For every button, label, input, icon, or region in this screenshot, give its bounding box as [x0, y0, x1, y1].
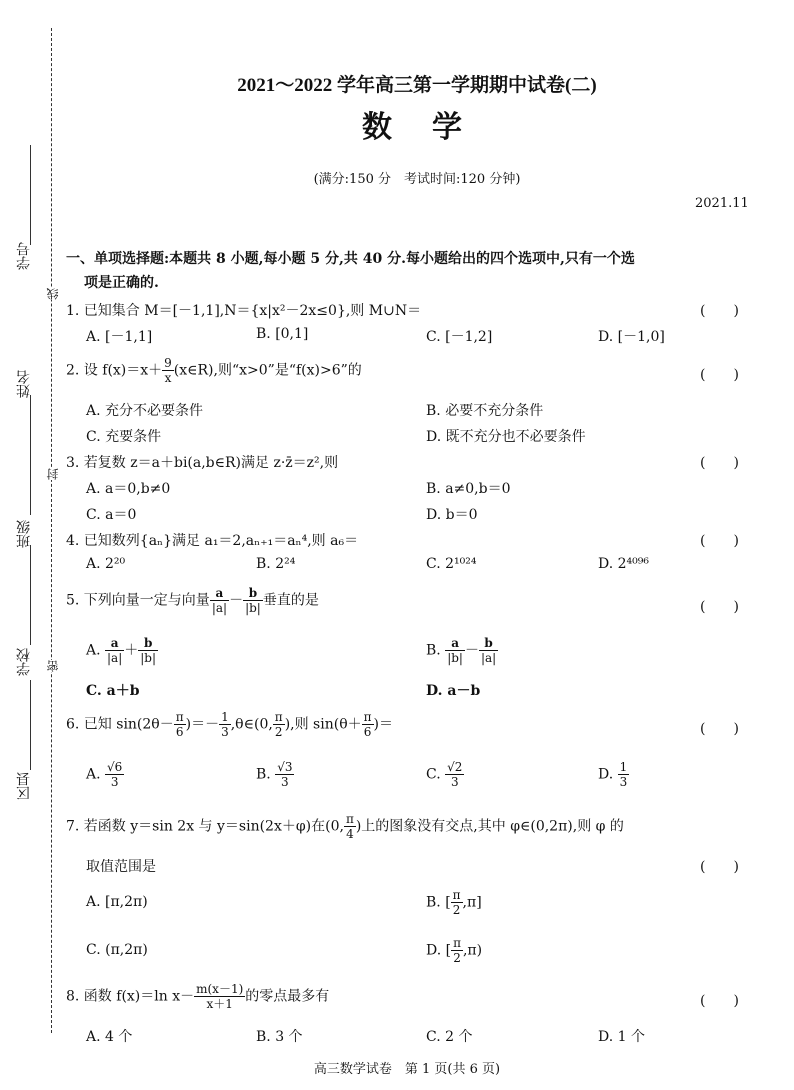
fraction-pi-6	[174, 710, 186, 739]
denominator: |b|	[245, 601, 261, 615]
q6-stem-part: )＝	[373, 716, 393, 733]
denominator: 6	[175, 725, 184, 739]
numerator: m(x－1)	[196, 982, 244, 996]
question-2-stem	[66, 356, 362, 385]
q6-stem-part: ,θ∈(0,	[230, 716, 273, 733]
fraction-a-over-norm	[210, 586, 229, 615]
numerator: √6	[107, 760, 123, 774]
denominator: 2	[452, 903, 461, 917]
numerator: b	[243, 586, 263, 601]
question-6-stem	[66, 710, 393, 739]
answer-bracket: ( )	[700, 455, 739, 471]
fraction	[618, 760, 630, 789]
q3-option-c: C. a＝0	[86, 507, 137, 523]
numerator: 9	[164, 356, 172, 370]
q7-option-c: C. (π,2π)	[86, 942, 148, 958]
q4-option-a: A. 2²⁰	[86, 556, 126, 572]
q5-option-d: D. a－b	[426, 683, 481, 699]
fraction	[479, 636, 498, 665]
q4-option-c: C. 2¹⁰²⁴	[426, 556, 477, 572]
fraction-pi-2	[273, 710, 285, 739]
numerator: b	[138, 636, 158, 651]
q2-option-d: D. 既不充分也不必要条件	[426, 429, 586, 445]
fraction	[105, 636, 124, 665]
subject-title: 数学	[362, 111, 502, 144]
q6-stem-part: 6. 已知 sin(2θ－	[66, 716, 174, 733]
question-3-stem: 3. 若复数 z＝a＋bi(a,b∈R)满足 z·z̄＝z²,则	[66, 455, 339, 471]
answer-bracket: ( )	[700, 367, 739, 383]
denominator: |a|	[211, 601, 228, 615]
section-heading-cont: 项是正确的.	[84, 275, 159, 291]
option-letter: B.	[256, 766, 271, 783]
numerator: 1	[221, 710, 229, 724]
q8-stem-part: 8. 函数 f(x)＝ln x－	[66, 988, 195, 1005]
answer-bracket: ( )	[700, 599, 739, 615]
exam-title: 2021～2022 学年高三第一学期期中试卷(二)	[237, 75, 597, 96]
q1-option-a: A. [－1,1]	[86, 329, 153, 345]
denominator: 6	[363, 725, 372, 739]
answer-bracket: ( )	[700, 303, 739, 319]
fraction	[105, 760, 124, 789]
option-letter: D. [	[426, 942, 452, 959]
q5-stem-part: 垂直的是	[262, 592, 319, 609]
denominator: 3	[619, 775, 628, 789]
field-name-label: 姓名	[16, 370, 32, 398]
field-class-label: 班级	[16, 520, 32, 548]
answer-bracket: ( )	[700, 721, 739, 737]
numerator: π	[363, 710, 372, 724]
option-tail: ,π)	[462, 942, 483, 959]
denominator: |a|	[107, 651, 123, 665]
field-district-label: 区县	[16, 772, 32, 800]
q3-option-a: A. a＝0,b≠0	[86, 481, 171, 497]
seal-mark-seal: 封	[46, 468, 60, 480]
option-letter: A.	[86, 766, 101, 783]
q7-stem-part: 7. 若函数 y＝sin 2x 与 y＝sin(2x＋φ)在(0,	[66, 818, 344, 835]
fraction-pi-4	[344, 812, 356, 841]
numerator: π	[274, 710, 283, 724]
denominator: 3	[110, 775, 119, 789]
field-underline	[30, 680, 31, 770]
denominator: 3	[221, 725, 229, 739]
numerator: π	[452, 888, 461, 902]
section-heading: 一、单项选择题:本题共 8 小题,每小题 5 分,共 40 分.每小题给出的四个选项中,只有一个选	[66, 251, 635, 267]
option-tail: ,π]	[462, 894, 482, 911]
q6-stem-part: )＝－	[185, 716, 220, 733]
question-4-stem: 4. 已知数列{aₙ}满足 a₁＝2,aₙ₊₁＝aₙ⁴,则 a₆＝	[66, 533, 359, 549]
q4-option-b: B. 2²⁴	[256, 556, 296, 572]
seal-mark-secret: 密	[46, 660, 60, 672]
q6-option-c	[426, 760, 464, 789]
q6-stem-part: ),则 sin(θ＋	[284, 716, 362, 733]
denominator: 4	[346, 827, 354, 841]
q3-option-d: D. b＝0	[426, 507, 478, 523]
q8-option-c: C. 2 个	[426, 1029, 473, 1045]
denominator: |b|	[447, 651, 463, 665]
q1-option-b: B. [0,1]	[256, 326, 309, 342]
q8-option-a: A. 4 个	[86, 1029, 133, 1045]
q3-option-b: B. a≠0,b＝0	[426, 481, 511, 497]
answer-bracket: ( )	[700, 533, 739, 549]
question-7-stem	[66, 812, 624, 841]
q8-option-b: B. 3 个	[256, 1029, 303, 1045]
question-5-stem: 5. 下列向量一定与向量 $\frac{a}{|a|}$ － $\frac{b}{|b|}$ 垂直的是	[66, 586, 319, 615]
fraction-b-over-norm	[243, 586, 263, 615]
fraction	[451, 888, 463, 917]
q6-option-d	[598, 760, 629, 789]
option-letter: D.	[598, 766, 614, 783]
denominator: 3	[281, 775, 289, 789]
field-school-label: 学校	[16, 648, 32, 676]
q2-option-a: A. 充分不必要条件	[86, 403, 204, 419]
numerator: π	[175, 710, 184, 724]
denominator: |b|	[140, 651, 157, 665]
numerator: 1	[619, 760, 628, 774]
numerator: a	[210, 586, 229, 601]
numerator: π	[345, 812, 354, 826]
fraction	[138, 636, 158, 665]
exam-info: (满分:150 分 考试时间:120 分钟)	[313, 172, 521, 187]
denominator: 2	[274, 725, 283, 739]
q8-option-d: D. 1 个	[598, 1029, 645, 1045]
q2-option-b: B. 必要不充分条件	[426, 403, 544, 419]
answer-bracket: ( )	[700, 859, 739, 875]
seal-mark-line: 线	[46, 288, 60, 300]
q5-stem-part: 5. 下列向量一定与向量	[66, 592, 210, 609]
fraction-pi-6	[362, 710, 374, 739]
q8-fraction	[194, 982, 245, 1011]
question-1-stem: 1. 已知集合 M＝[－1,1],N＝{x|x²－2x≤0},则 M∪N＝	[66, 303, 422, 319]
fraction	[445, 636, 465, 665]
q7-stem-part: )上的图象没有交点,其中 φ∈(0,2π),则 φ 的	[355, 818, 624, 835]
fraction	[275, 760, 294, 789]
q4-option-d: D. 2⁴⁰⁹⁶	[598, 556, 649, 572]
numerator: a	[445, 636, 465, 651]
field-underline	[30, 545, 31, 645]
fraction	[445, 760, 464, 789]
answer-bracket: ( )	[700, 993, 739, 1009]
q2-option-c: C. 充要条件	[86, 429, 162, 445]
question-7-stem-cont: 取值范围是	[86, 859, 156, 875]
numerator: √3	[277, 760, 293, 774]
field-underline	[30, 395, 31, 515]
option-letter: B. [	[426, 894, 451, 911]
question-8-stem	[66, 982, 329, 1011]
numerator: √2	[447, 760, 463, 774]
option-letter: C.	[426, 766, 441, 783]
fraction	[451, 936, 463, 965]
q2-stem-part: (x∈R),则“x>0”是“f(x)>6”的	[173, 362, 362, 379]
q7-option-d	[426, 936, 482, 965]
q2-stem-part: 2. 设 f(x)＝x＋	[66, 362, 163, 379]
denominator: x＋1	[206, 997, 233, 1011]
q1-option-c: C. [－1,2]	[426, 329, 493, 345]
denominator: x	[164, 371, 172, 385]
exam-date: 2021.11	[695, 196, 749, 211]
q7-option-b	[426, 888, 482, 917]
q1-option-d: D. [－1,0]	[598, 329, 665, 345]
fraction-1-3	[219, 710, 231, 739]
field-student-id-label: 学号	[16, 242, 32, 270]
denominator: 3	[450, 775, 459, 789]
q2-fraction	[162, 356, 174, 385]
q5-option-a: A. $\frac{a}{|a|}$ ＋ $\frac{b}{|b|}$	[86, 636, 157, 665]
field-underline	[30, 145, 31, 245]
q6-option-b	[256, 760, 294, 789]
q7-option-a: A. [π,2π)	[86, 894, 148, 910]
numerator: b	[479, 636, 498, 651]
page-footer: 高三数学试卷 第 1 页(共 6 页)	[313, 1062, 501, 1077]
q6-option-a	[86, 760, 124, 789]
denominator: 2	[453, 951, 461, 965]
q5-option-b: B. $\frac{a}{|b|}$ － $\frac{b}{|a|}$	[426, 636, 497, 665]
numerator: a	[105, 636, 124, 651]
q8-stem-part: 的零点最多有	[245, 988, 330, 1005]
numerator: π	[453, 936, 461, 950]
q5-option-c: C. a＋b	[86, 683, 140, 699]
denominator: |a|	[480, 651, 497, 665]
